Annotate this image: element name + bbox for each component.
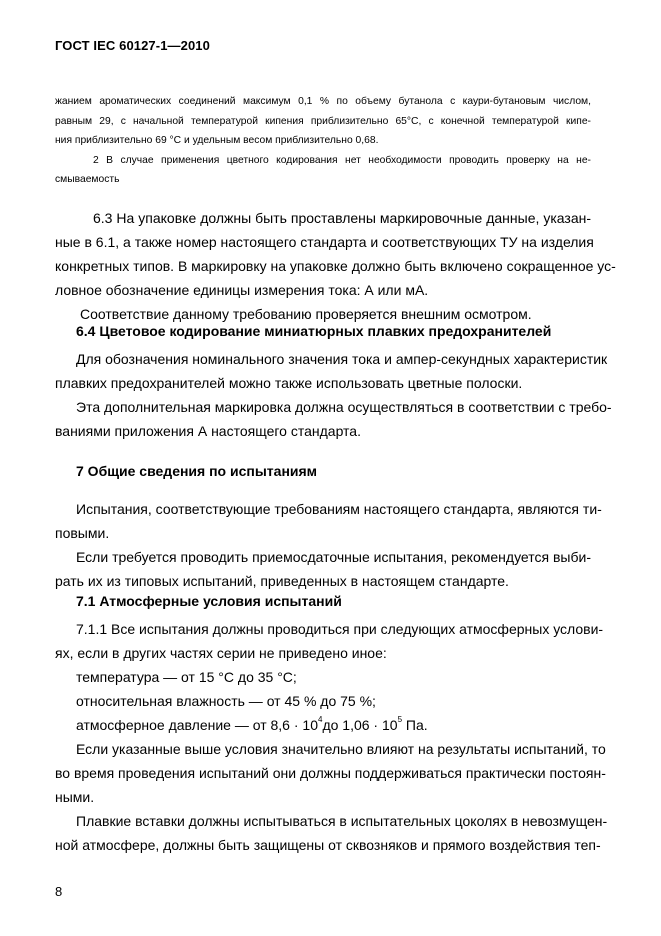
paragraph-7-1-conditions	[55, 761, 606, 809]
document-header: ГОСТ IEC 60127-1—2010	[55, 38, 210, 53]
text-line: повыми.	[55, 525, 110, 541]
text-line: рать их из типовых испытаний, приведенных в настоящем стандарте.	[55, 573, 509, 589]
paragraph-6-4-first-line	[76, 347, 608, 371]
condition-pressure	[76, 713, 591, 737]
section-heading-6-4: 6.4 Цветовое кодирование миниатюрных плавких предохранителей	[76, 323, 552, 339]
pressure-exponent: 5	[397, 715, 403, 725]
note-2-line: 2 В случае применения цветного кодирования нет необходимости проводить проверку на не-	[93, 154, 591, 166]
condition-humidity	[76, 689, 591, 713]
paragraph-6-3-first-line	[93, 206, 591, 230]
paragraph-7-b	[55, 569, 591, 593]
text-line: Испытания, соответствующие требованиям настоящего стандарта, являются ти-	[76, 501, 602, 517]
text-line: Для обозначения номинального значения тока и ампер-секундных характеристик	[76, 351, 608, 367]
paragraph-6-3	[55, 230, 616, 302]
text-line: Если указанные выше условия значительно влияют на результаты испытаний, то	[76, 741, 606, 757]
paragraph-7-1-fuses	[55, 833, 601, 857]
pressure-exponent: 4	[318, 715, 323, 725]
paragraph-7-1-conditions-first-line	[76, 737, 606, 761]
text-line: Эта дополнительная маркировка должна осуществляться в соответствии с требо-	[76, 399, 612, 415]
condition-temperature	[76, 665, 591, 689]
paragraph-7-1-fuses-first-line	[76, 809, 608, 833]
section-heading-7: 7 Общие сведения по испытаниям	[76, 463, 318, 479]
paragraph-6-4-b-first-line	[76, 395, 612, 419]
paragraph-7-1-1-first-line	[76, 617, 604, 641]
note-line: ния приблизительно 69 °С и удельным весом приблизительно 0,68.	[55, 135, 379, 146]
text-line: Если требуется проводить приемосдаточные испытания, рекомендуется выби-	[76, 549, 591, 565]
text-line: плавких предохранителей можно также использовать цветные полоски.	[55, 375, 523, 391]
text-line: ях, если в других частях серии не приведено иное:	[55, 645, 387, 661]
page-number: 8	[55, 884, 63, 899]
text-line: конкретных типов. В маркировку на упаковке должно быть включено сокращенное ус-	[55, 258, 616, 274]
paragraph-6-4-b	[55, 419, 591, 443]
pressure-text: до 1,06 · 10	[322, 717, 398, 733]
paragraph-7-1-1	[55, 641, 591, 665]
text-line: 6.3 На упаковке должны быть проставлены маркировочные данные, указан-	[93, 210, 591, 226]
note-line: равным 29, с начальной температурой кипения приблизительно 65°С, с конечной температурой кипе-	[55, 115, 591, 127]
pressure-text: атмосферное давление — от 8,6 · 10	[76, 717, 318, 733]
paragraph-7-a	[55, 521, 591, 545]
paragraph-6-4-a	[55, 371, 591, 395]
text-line: Плавкие вставки должны испытываться в испытательных цоколях в невозмущен-	[76, 813, 608, 829]
text-line: Соответствие данному требованию проверяется внешним осмотром.	[80, 306, 532, 322]
text-line: ные в 6.1, а также номер настоящего стандарта и соответствующих ТУ на изделия	[55, 234, 594, 250]
text-line: ловное обозначение единицы измерения тока: А или мА.	[55, 282, 429, 298]
text-line: 7.1.1 Все испытания должны проводиться при следующих атмосферных услови-	[76, 621, 604, 637]
paragraph-7-b-first-line	[76, 545, 591, 569]
pressure-text: Па.	[402, 717, 428, 733]
section-heading-7-1: 7.1 Атмосферные условия испытаний	[76, 593, 342, 609]
text-line: относительная влажность — от 45 % до 75 %;	[76, 693, 376, 709]
text-line: ной атмосфере, должны быть защищены от сквозняков и прямого воздействия теп-	[55, 837, 601, 853]
text-line: во время проведения испытаний они должны поддерживаться практически постоян-	[55, 765, 606, 781]
text-line: ными.	[55, 789, 95, 805]
text-line	[76, 713, 591, 737]
note-2-line: смываемость	[55, 174, 120, 185]
paragraph-7-a-first-line	[76, 497, 602, 521]
note-line: жанием ароматических соединений максимум 0,1 % по объему бутанола с каури-бутановым числом,	[55, 96, 591, 107]
text-line: температура — от 15 °С до 35 °С;	[76, 669, 297, 685]
text-line: ваниями приложения А настоящего стандарта.	[55, 423, 361, 439]
